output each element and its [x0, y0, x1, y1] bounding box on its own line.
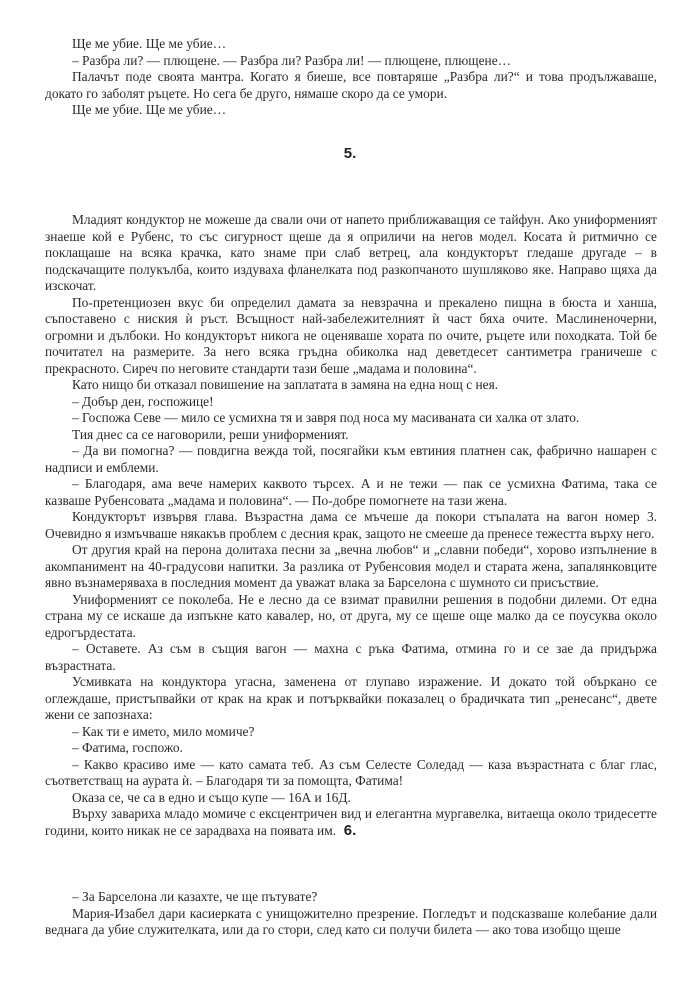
paragraph: – Оставете. Аз съм в същия вагон — махна с ръка Фатима, отмина го и се зае да придържа възрастната. [45, 641, 657, 673]
paragraph: Като нищо би отказал повишение на заплатата в замяна на една нощ с нея. [72, 377, 499, 392]
paragraph: Палачът поде своята мантра. Когато я биеше, все повтаряше „Разбра ли?“ и това продължаваше, докато го заболят ръцете. Но сега бе друго, нямаше скоро да се умори. [45, 69, 657, 101]
paragraph: Кондукторът извървя глава. Възрастна дама се мъчеше да покори стъпалата на вагон номер 3. Очевидно я измъчваше някакъв проблем с десния крак, защото не смееше да пренесе тежестта върху него. [45, 509, 657, 541]
chapter5-body [45, 212, 657, 839]
paragraph: – Добър ден, госпожице! [72, 393, 214, 409]
paragraph: – Как ти е името, мило момиче? [72, 723, 255, 739]
paragraph: От другия край на перона долитаха песни за „вечна любов“ и „славни победи“, хорово изпълнение в акомпанимент на 40-градусови напитки. За разлика от Рубенсовия модел и старата жена, запалянковците явно възнамеряваха в последния момент да уважат влака за Барселона с шумното си присъствие. [45, 542, 657, 590]
paragraph: – Разбра ли? — плющене. — Разбра ли? Разбра ли! — плющене, плющене… [72, 52, 512, 68]
chapter-heading: 6. [343, 822, 357, 839]
paragraph: – Фатима, госпожо. [72, 740, 183, 755]
paragraph: – Благодаря, ама вече намерих каквото търсех. А и не тежи — пак се усмихна Фатима, така се казваше Рубенсовата „мадама и половина“. — По-добре помогнете на тази жена. [45, 476, 657, 508]
paragraph: Оказа се, че са в едно и също купе — 16А и 16Д. [72, 789, 351, 805]
paragraph: По-претенциозен вкус би определил дамата за невзрачна и прекалено пищна в бюста и ханша, съпоставено с ниския ѝ ръст. Всъщност най-забележителният ѝ част бяха очите. Маслиненочерни, огромни и дълбоки. Но кондукторът никога не оценяваше хората по очите, ръцете или походката. Той бе почитател на размерите. За него всяка гръдна обиколка над деветдесет сантиметра граничеше с прекрасното. Сиреч по неговите стандарти тази беше „мадама и половина“. [45, 294, 657, 376]
chapter4-ending [45, 36, 657, 119]
paragraph: Тия днес са се наговорили, реши униформеният. [72, 426, 349, 442]
paragraph: – Госпожа Севе — мило се усмихна тя и завря под носа му масиваната си халка от злато. [72, 410, 580, 425]
paragraph: Ще ме убие. Ще ме убие… [72, 102, 227, 117]
paragraph: Усмивката на кондуктора угасна, заменена от глупаво изражение. И докато той объркано се оглеждаше, пристъпвайки от крак на крак и потърквайки показалец о брадичката тип „ренесанс“, двете жени се запознаха: [45, 674, 657, 722]
paragraph: Униформеният се поколеба. Не е лесно да се взимат правилни решения в подобни дилеми. От една страна му се искаше да изпъкне като кавалер, но, от друга, му се щеше още малко да се поусуква около едрогърдестата. [45, 591, 657, 640]
paragraph: Върху завариха младо момиче с ексцентричен вид и елегантна мургавелка, витаеща около тридесетте години, които никак не се зарадваха на появата им. [45, 806, 657, 838]
paragraph: – Какво красиво име — като самата теб. Аз съм Селесте Соледад — каза възрастната с благ глас, съответстващ на аурата ѝ. – Благодаря ти за помощта, Фатима! [45, 756, 657, 788]
paragraph: – Да ви помогна? — повдигна вежда той, посягайки към евтиния платнен сак, фабрично нашарен с надписи и емблеми. [45, 443, 657, 475]
chapter6-body [45, 889, 657, 939]
chapter-heading: 5. [343, 145, 357, 162]
paragraph: Младият кондуктор не можеше да свали очи от напето приближаващия се тайфун. Ако униформеният знаеше кой е Рубенс, то със сигурност щеше да я оприличи на негов модел. Косата ѝ ритмично се поклащаше на всяка крачка, като знаме при слаб ветрец, ала кондукторът гледаше другаде – в подскачащите полукълба, които издуваха фланелката под разкопчаното шушляково яке. Направо щяха да изскочат. [45, 212, 657, 293]
paragraph: Мария-Изабел дари касиерката с унищожително презрение. Погледът и подсказваше колебание дали веднага да убие служителката, или да го стори, след като си получи билета — ако това изобщо щеше [45, 905, 657, 937]
paragraph: – За Барселона ли казахте, че ще пътувате? [72, 889, 318, 904]
paragraph: Ще ме убие. Ще ме убие… [72, 36, 227, 51]
